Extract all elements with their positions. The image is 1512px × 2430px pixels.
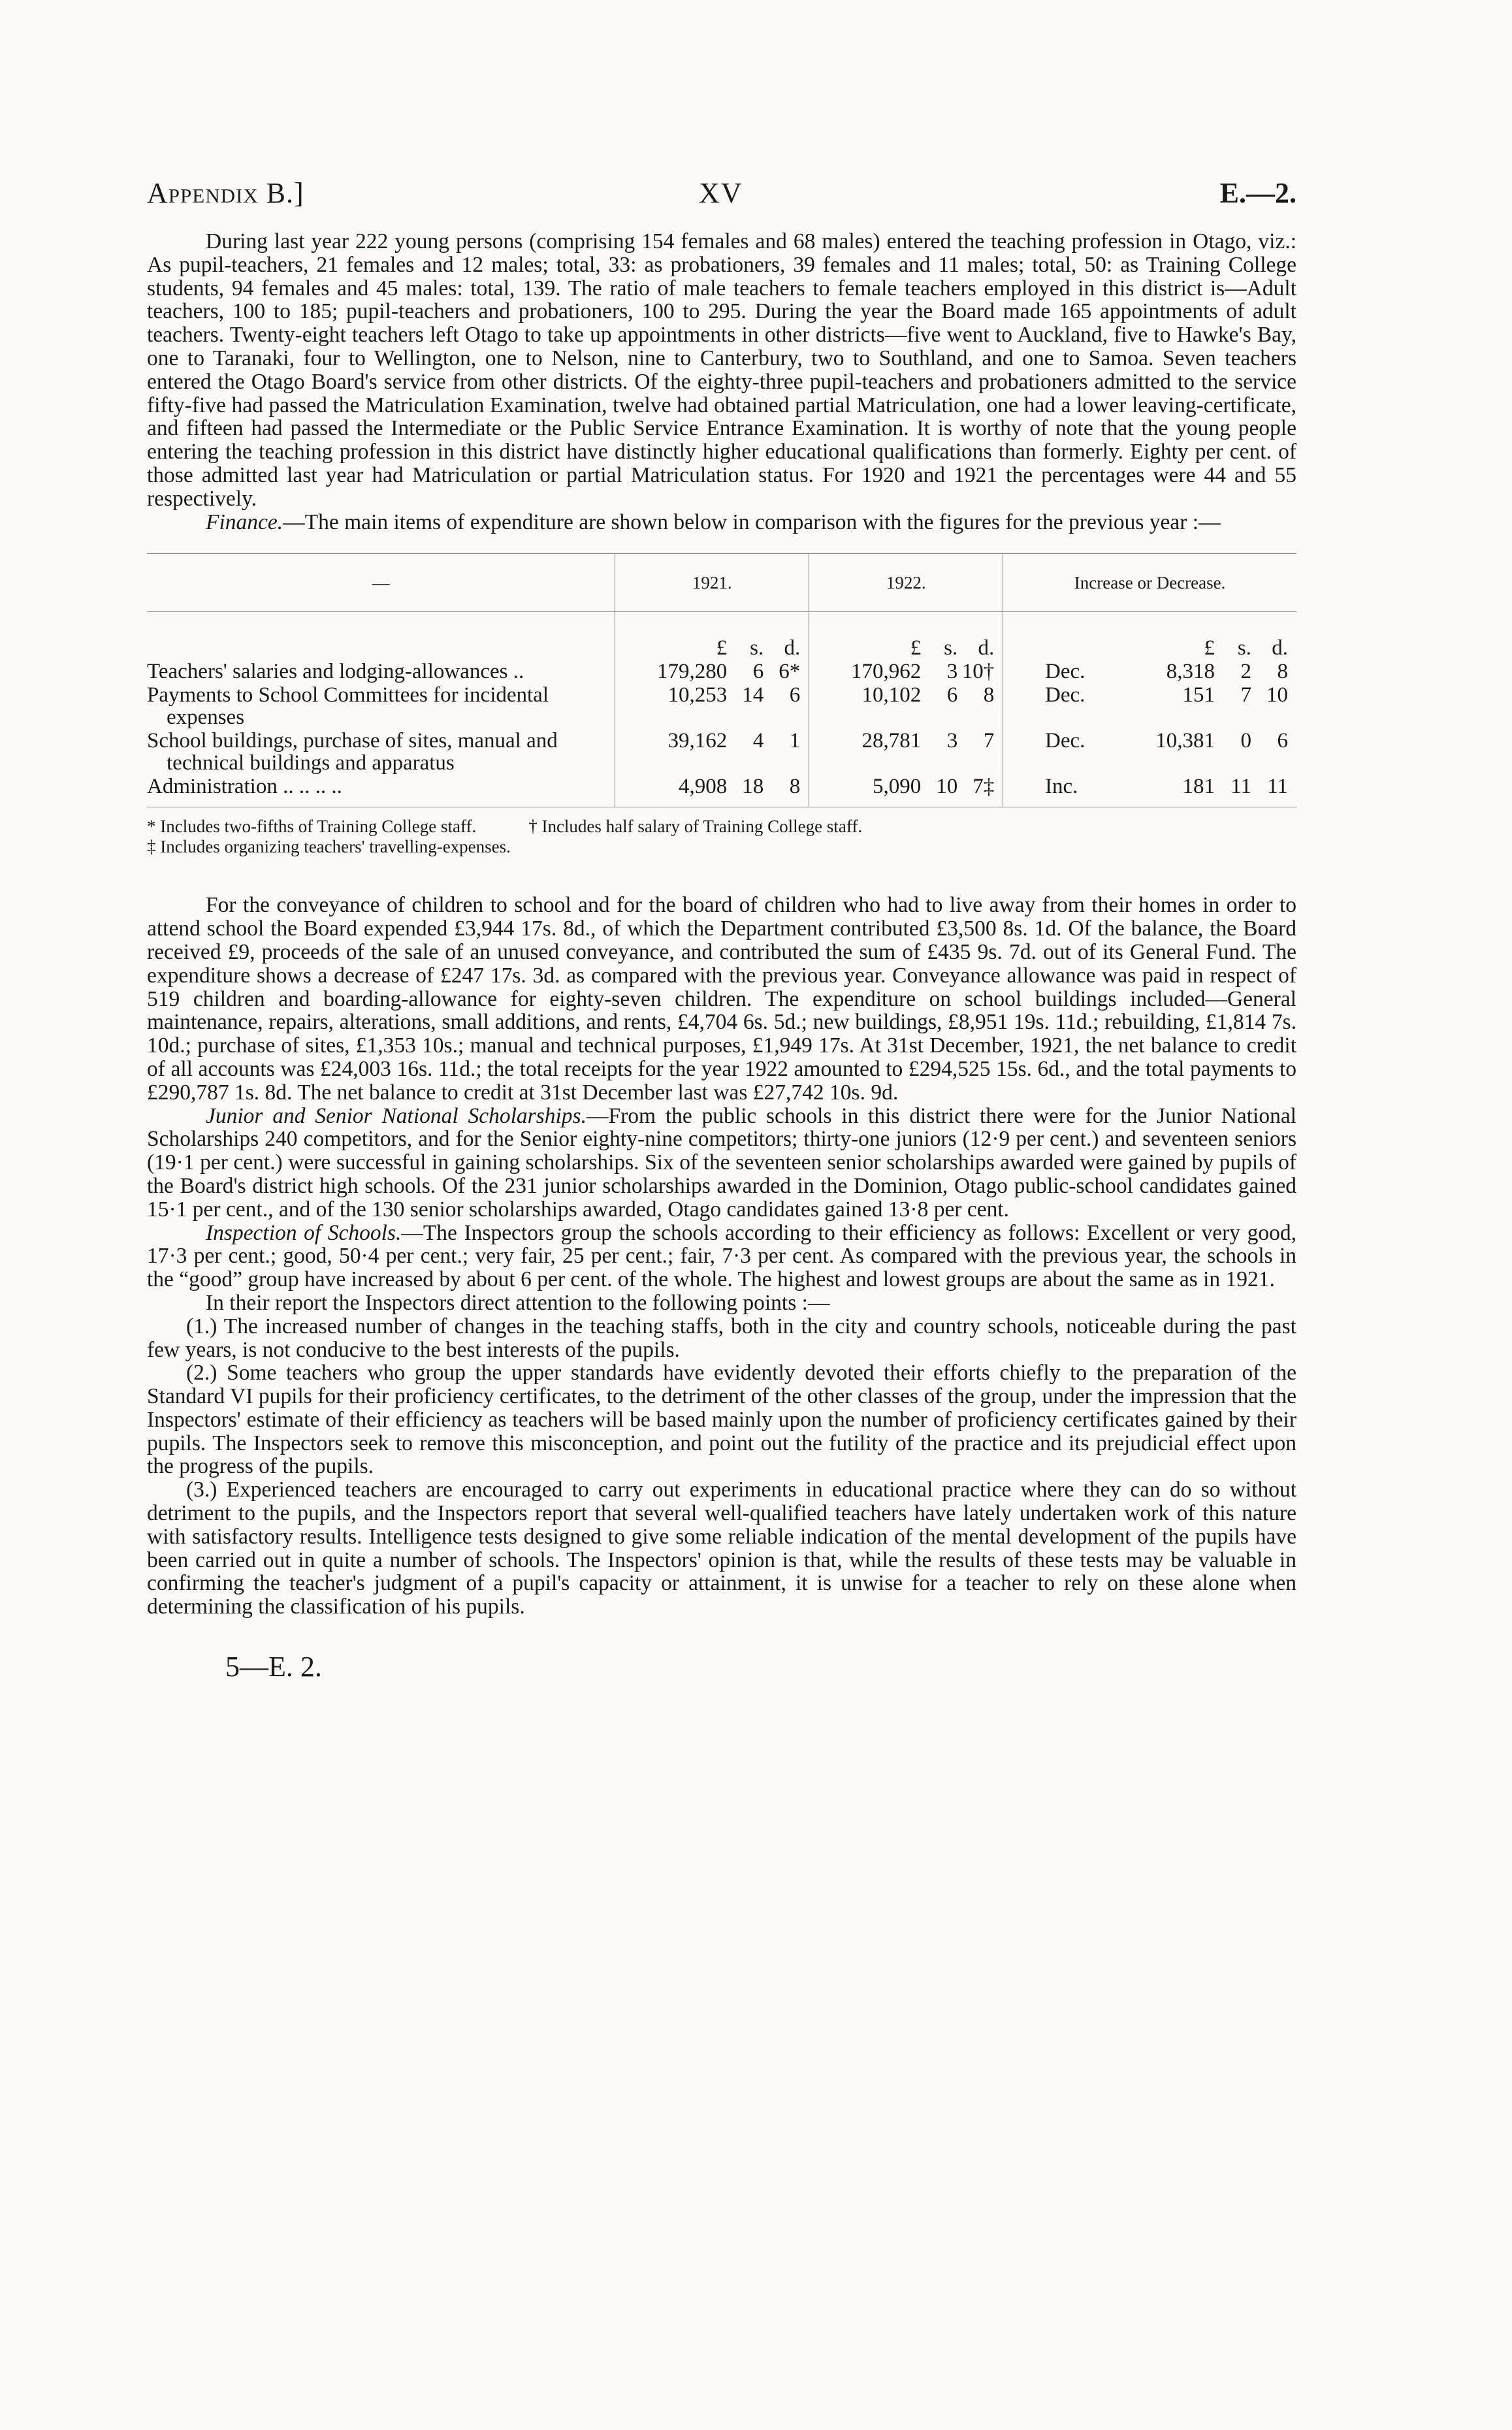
cell-direction: Dec. bbox=[1045, 683, 1086, 707]
header-item: — bbox=[372, 573, 390, 593]
table-row bbox=[147, 775, 1296, 807]
cell-shillings: 4 bbox=[752, 729, 764, 753]
cell-shillings: 3 bbox=[946, 729, 958, 753]
point-3: (3.) Experienced teachers are encouraged to carry out experiments in educational practice where they can do so without detriment to the pupils, and the Inspectors report that several well-qualified teachers have lately undertaken work of this nature with satisfactory results. Intelligence tests designed to give some reliable indication of the mental development of the pupils have been carried out in quite a number of schools. The Inspectors' opinion is that, while the results of these tests may be valuable in confirming the teacher's judgment of a pupil's capacity or attainment, it is unwise for a teacher to rely on these alone when determining the classification of his pupils. bbox=[147, 1478, 1296, 1619]
cell-pence: 10 bbox=[1266, 683, 1288, 707]
cell-pounds: 4,908 bbox=[678, 775, 728, 799]
cell-shillings: 11 bbox=[1231, 775, 1251, 799]
cell-pounds: 8,318 bbox=[1166, 660, 1215, 684]
cell-direction: Dec. bbox=[1045, 729, 1086, 753]
unit-shillings: s. bbox=[750, 636, 764, 660]
cell-pounds: 39,162 bbox=[668, 729, 728, 753]
cell-shillings: 6 bbox=[752, 660, 764, 684]
paragraph-conveyance: For the conveyance of children to school and for the board of children who had to live away from their homes in order to attend school the Board expended £3,944 17s. 8d., of which the Department contributed £3,500 8s. 1d. Of the balance, the Board received £9, proceeds of the sale of an unused conveyance, and contributed the sum of £435 9s. 7d. out of its General Fund. The expenditure shows a decrease of £247 17s. 3d. as compared with the previous year. Conveyance allowance was paid in respect of 519 children and boarding-allowance for eighty-seven children. The expenditure on school buildings included—General maintenance, repairs, alterations, small additions, and rents, £4,704 6s. 5d.; new buildings, £8,951 19s. 11d.; rebuilding, £1,814 7s. 10d.; purchase of sites, £1,353 10s.; manual and technical purposes, £1,949 17s. At 31st December, 1921, the net balance to credit of all accounts was £24,003 16s. 11d.; the total receipts for the year 1922 amounted to £294,525 15s. 6d., and the total payments to £290,787 1s. 8d. The net balance to credit at 31st December last was £27,742 10s. 9d. bbox=[147, 893, 1296, 1105]
row-label: School buildings, purchase of sites, manual and bbox=[147, 729, 558, 753]
expenditure-table bbox=[147, 553, 1296, 807]
cell-pence: 11 bbox=[1267, 775, 1288, 799]
expenditure-table-wrapper bbox=[147, 553, 1296, 857]
cell-shillings: 7 bbox=[1240, 683, 1251, 707]
cell-pence: 8 bbox=[1277, 660, 1288, 684]
paragraph-teachers: During last year 222 young persons (comprising 154 females and 68 males) entered the teaching profession in Otago, viz.: As pupil-teachers, 21 females and 12 males; total, 33: as probationers, 39 females and 11 males; total, 50: as Training College students, 94 females and 45 males: total, 139. The ratio of male teachers to female teachers employed in this district is—Adult teachers, 100 to 185; pupil-teachers and probationers, 100 to 295. During the year the Board made 165 appointments of adult teachers. Twenty-eight teachers left Otago to take up appointments in other districts—five went to Auckland, five to Hawke's Bay, one to Taranaki, four to Wellington, one to Nelson, nine to Canterbury, two to Southland, and one to Samoa. Seven teachers entered the Otago Board's service from other districts. Of the eighty-three pupil-teachers and probationers admitted to the service fifty-five had passed the Matriculation Examination, twelve had obtained partial Matriculation, one had a lower leaving-certificate, and fifteen had passed the Intermediate or the Public Service Entrance Examination. It is worthy of note that the young people entering the teaching profession in this district have distinctly higher educational qualifications than formerly. Eighty per cent. of those admitted last year had Matriculation or partial Matriculation status. For 1920 and 1921 the percentages were 44 and 55 respectively. bbox=[147, 229, 1296, 511]
cell-pence: 6 bbox=[1277, 729, 1288, 753]
cell-pounds: 179,280 bbox=[656, 660, 728, 684]
cell-shillings: 14 bbox=[742, 683, 764, 707]
cell-pence: 6 bbox=[789, 683, 801, 707]
table-row bbox=[147, 683, 1296, 729]
unit-shillings: s. bbox=[944, 636, 958, 660]
cell-pence: 10† bbox=[961, 660, 995, 684]
row-label-continued: technical buildings and apparatus bbox=[167, 751, 455, 775]
cell-shillings: 18 bbox=[742, 775, 764, 799]
unit-pounds: £ bbox=[1204, 636, 1215, 660]
cell-pounds: 10,253 bbox=[668, 683, 728, 707]
signature-footer: 5—E. 2. bbox=[225, 1651, 322, 1683]
paragraph-inspection bbox=[147, 1222, 1296, 1291]
paragraph-report-intro: In their report the Inspectors direct attention to the following points :— bbox=[206, 1290, 830, 1315]
header-1921: 1921. bbox=[615, 554, 809, 612]
cell-direction: Inc. bbox=[1045, 775, 1078, 799]
header-document-code: E.—2. bbox=[1219, 177, 1296, 209]
cell-pounds: 170,962 bbox=[850, 660, 922, 684]
cell-shillings: 10 bbox=[936, 775, 958, 799]
point-2: (2.) Some teachers who group the upper standards have evidently devoted their efforts chiefly to the preparation of the Standard VI pupils for their proficiency certificates, to the detriment of the other classes of the group, under the impression that the Inspectors' estimate of their efficiency as teachers will be based mainly upon the number of proficiency certificates gained by their pupils. The Inspectors seek to remove this misconception, and point out the futility of the practice and its prejudicial effect upon the progress of the pupils. bbox=[147, 1361, 1296, 1479]
cell-pence: 6* bbox=[779, 660, 801, 684]
finance-text: —The main items of expenditure are shown below in comparison with the figures for the previous year :— bbox=[283, 510, 1221, 534]
table-row bbox=[147, 729, 1296, 775]
inspection-text: —The Inspectors group the schools according to their efficiency as follows: Excellent or very good, 17·3 per cent.; good, 50·4 per cent.; very fair, 25 per cent.; fair, 7·3 per cent. As compared with the previous year, the schools in the “good” group have increased by about 6 per cent. of the whole. The highest and lowest groups are about the same as in 1921. bbox=[147, 1220, 1296, 1292]
header-change: Increase or Decrease. bbox=[1003, 554, 1296, 612]
table-footnotes bbox=[147, 817, 1296, 857]
footnote-asterisk: * Includes two-fifths of Training College staff. bbox=[147, 817, 477, 837]
unit-pence: d. bbox=[1272, 636, 1288, 660]
cell-pounds: 28,781 bbox=[861, 729, 922, 753]
cell-pounds: 10,381 bbox=[1155, 729, 1215, 753]
cell-pounds: 151 bbox=[1182, 683, 1215, 707]
scholarships-heading: Junior and Senior National Scholarships. bbox=[206, 1103, 587, 1128]
cell-pounds: 181 bbox=[1182, 775, 1215, 799]
table-row bbox=[147, 660, 1296, 683]
finance-heading: Finance. bbox=[206, 510, 283, 534]
table-header-row bbox=[147, 554, 1296, 612]
scholarships-text: —From the public schools in this district there were for the Junior National Scholarships 240 competitors, and for the Senior eighty-nine competitors; thirty-one juniors (12·9 per cent.) and seventeen seniors (19·1 per cent.) were successful in gaining scholarships. Six of the seventeen senior scholarships awarded were gained by pupils of the Board's district high schools. Of the 231 junior scholarships awarded in the Dominion, Otago public-school candidates gained 15·1 per cent., and of the 130 senior scholarships awarded, Otago candidates gained 13·8 per cent. bbox=[147, 1103, 1296, 1222]
units-row bbox=[147, 612, 1296, 660]
row-label: Teachers' salaries and lodging-allowances .. bbox=[147, 660, 524, 684]
footnote-double-dagger: ‡ Includes organizing teachers' travelling-expenses. bbox=[147, 837, 511, 857]
cell-shillings: 2 bbox=[1240, 660, 1251, 684]
header-appendix: Appendix B.] bbox=[147, 177, 304, 209]
cell-pence: 7 bbox=[983, 729, 995, 753]
inspection-heading: Inspection of Schools. bbox=[206, 1220, 402, 1245]
unit-pounds: £ bbox=[716, 636, 728, 660]
cell-pence: 8 bbox=[983, 683, 995, 707]
unit-pence: d. bbox=[978, 636, 995, 660]
cell-pence: 8 bbox=[789, 775, 801, 799]
cell-direction: Dec. bbox=[1045, 660, 1086, 684]
cell-shillings: 6 bbox=[946, 683, 958, 707]
point-1: (1.) The increased number of changes in the teaching staffs, both in the city and country schools, noticeable during the past few years, is not conducive to the best interests of the pupils. bbox=[147, 1314, 1296, 1362]
unit-shillings: s. bbox=[1237, 636, 1251, 660]
unit-pounds: £ bbox=[910, 636, 922, 660]
row-label-continued: expenses bbox=[167, 705, 245, 730]
unit-pence: d. bbox=[784, 636, 801, 660]
cell-pence: 1 bbox=[789, 729, 801, 753]
cell-pence: 7‡ bbox=[973, 775, 995, 799]
cell-shillings: 0 bbox=[1240, 729, 1251, 753]
cell-shillings: 3 bbox=[946, 660, 958, 684]
header-page-number: XV bbox=[699, 177, 743, 209]
header-1922: 1922. bbox=[809, 554, 1003, 612]
cell-pounds: 5,090 bbox=[872, 775, 922, 799]
row-label: Administration .. .. .. .. bbox=[147, 775, 342, 799]
paragraph-finance bbox=[147, 511, 1296, 534]
row-label: Payments to School Committees for incidental bbox=[147, 683, 549, 707]
page bbox=[147, 176, 1296, 1683]
cell-pounds: 10,102 bbox=[861, 683, 922, 707]
running-header bbox=[147, 176, 1296, 222]
footnote-dagger: † Includes half salary of Training College staff. bbox=[528, 817, 863, 837]
paragraph-scholarships bbox=[147, 1105, 1296, 1222]
